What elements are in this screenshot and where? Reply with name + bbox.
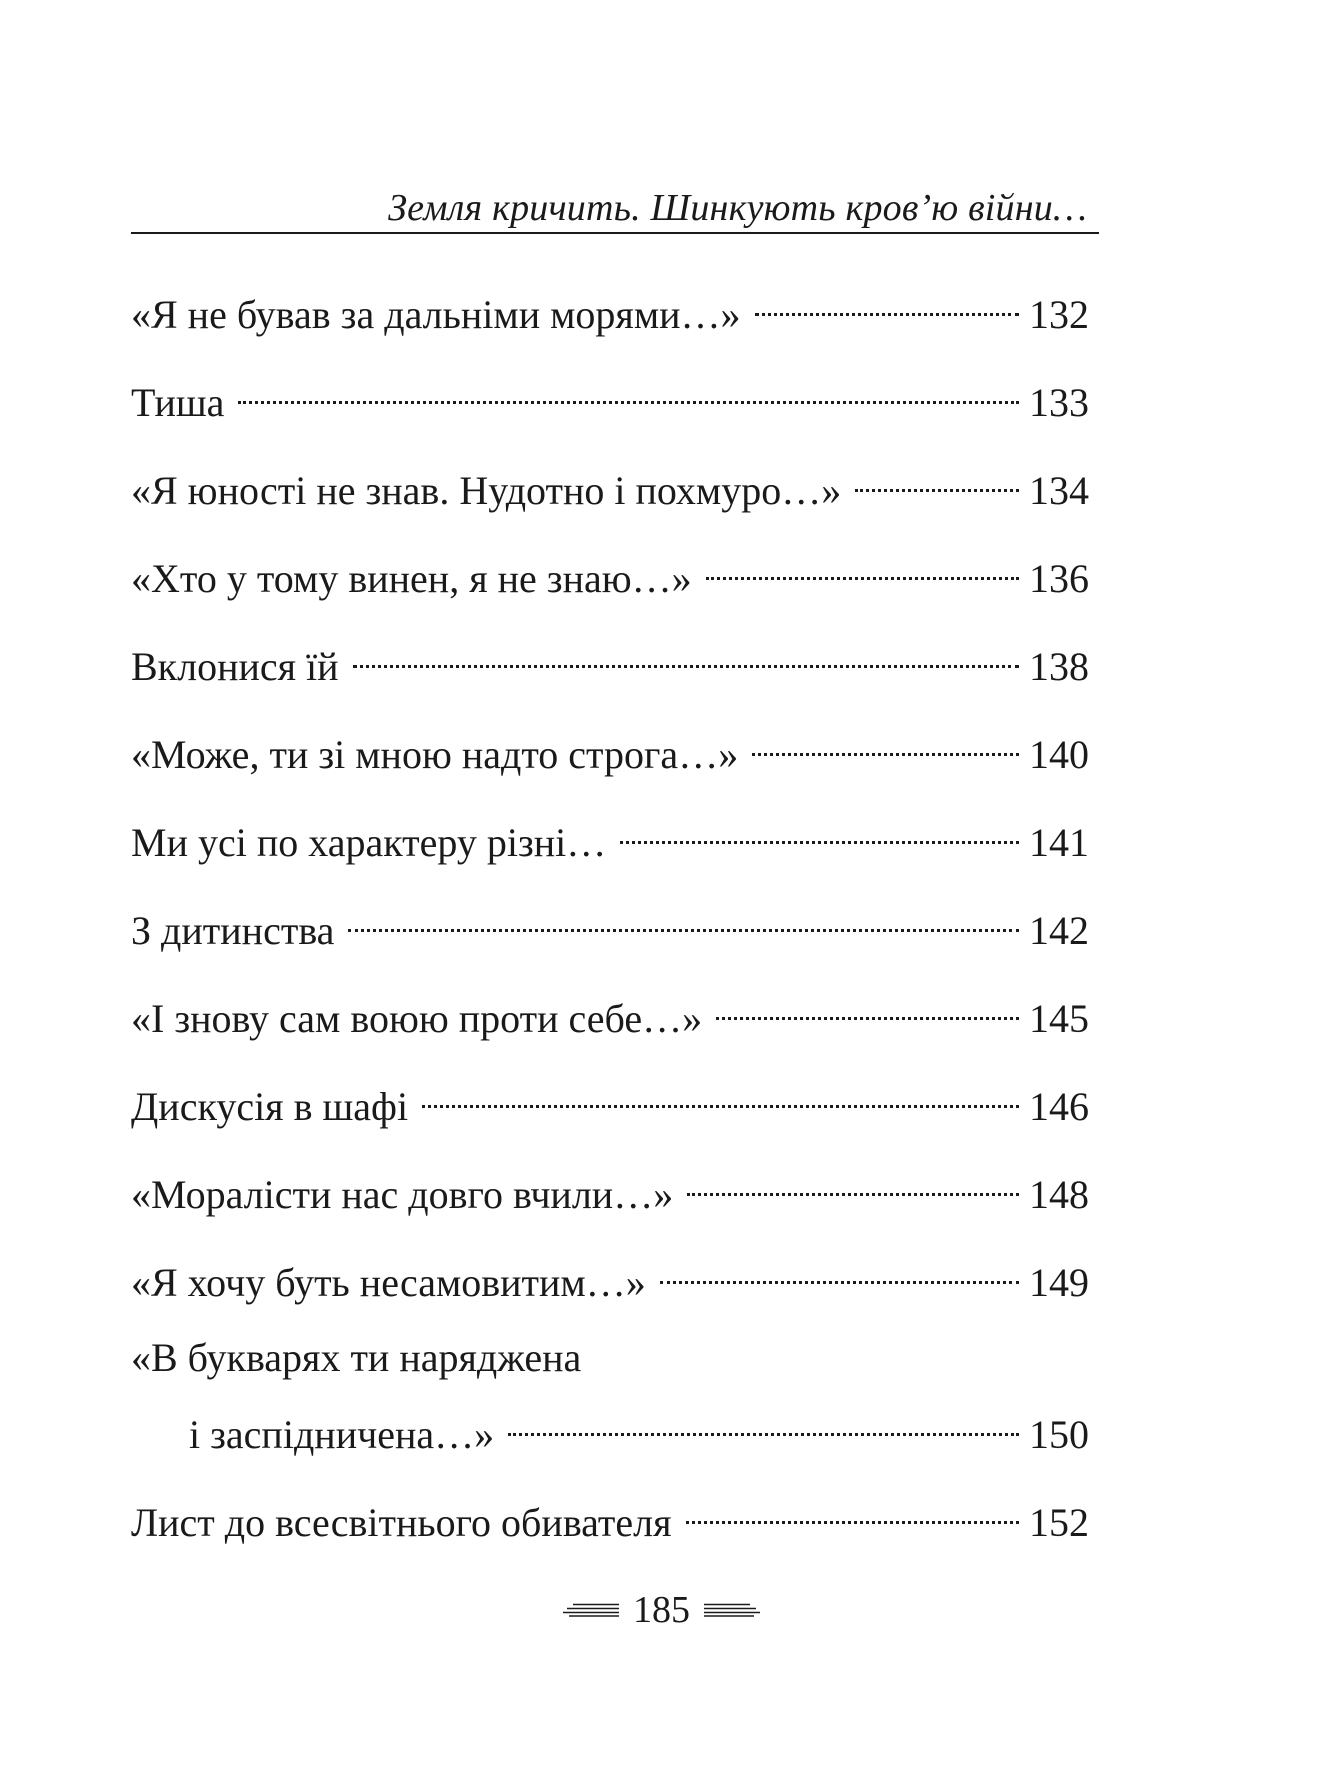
toc-entry-page: 136 bbox=[1029, 556, 1089, 601]
toc-entry-title-line2: і заспідничена…» bbox=[189, 1412, 495, 1457]
toc-entry bbox=[131, 892, 1089, 953]
dot-leader bbox=[353, 628, 1025, 680]
toc-entry-title: «Може, ти зі мною надто строга…» bbox=[131, 732, 739, 777]
dot-leader bbox=[752, 716, 1025, 768]
toc-entry-page: 138 bbox=[1029, 644, 1089, 689]
dot-leader bbox=[706, 540, 1025, 592]
right-rule-ornament-icon bbox=[704, 1603, 760, 1617]
dot-leader bbox=[755, 276, 1025, 328]
toc-entry-page: 142 bbox=[1029, 908, 1089, 953]
toc-entry bbox=[131, 716, 1089, 777]
dot-leader bbox=[687, 1156, 1025, 1208]
toc-entry-page: 150 bbox=[1029, 1412, 1089, 1457]
toc-entry-title: «Моралісти нас довго вчили…» bbox=[131, 1172, 674, 1217]
toc-entry-page: 140 bbox=[1029, 732, 1089, 777]
toc-entry bbox=[131, 1244, 1089, 1305]
dot-leader bbox=[348, 892, 1025, 944]
toc-entry-page: 152 bbox=[1029, 1500, 1089, 1545]
table-of-contents bbox=[131, 276, 1089, 1572]
dot-leader bbox=[716, 980, 1025, 1032]
toc-entry-title: Вклонися їй bbox=[131, 644, 339, 689]
toc-entry-page: 133 bbox=[1029, 380, 1089, 425]
toc-entry bbox=[131, 1484, 1089, 1545]
dot-leader bbox=[620, 804, 1025, 856]
toc-entry-second-line bbox=[131, 1396, 1089, 1457]
dot-leader bbox=[508, 1396, 1025, 1448]
toc-entry bbox=[131, 980, 1089, 1041]
dot-leader bbox=[422, 1068, 1025, 1120]
toc-entry-page: 145 bbox=[1029, 996, 1089, 1041]
toc-entry bbox=[131, 1068, 1089, 1129]
toc-entry-title: Тиша bbox=[131, 380, 225, 425]
toc-entry-title: З дитинства bbox=[131, 908, 335, 953]
toc-entry-title: «І знову сам воюю проти себе…» bbox=[131, 996, 703, 1041]
toc-entry bbox=[131, 540, 1089, 601]
toc-entry-title: Ми усі по характеру різні… bbox=[131, 820, 607, 865]
toc-entry bbox=[131, 804, 1089, 865]
dot-leader bbox=[238, 364, 1025, 416]
toc-entry-page: 148 bbox=[1029, 1172, 1089, 1217]
toc-entry-title: «Хто у тому винен, я не знаю…» bbox=[131, 556, 692, 601]
toc-entry-page: 132 bbox=[1029, 292, 1089, 337]
toc-entry-multiline bbox=[131, 1332, 1089, 1457]
toc-entry bbox=[131, 628, 1089, 689]
page-footer bbox=[0, 1585, 1323, 1635]
toc-entry-title: «Я хочу буть несамовитим…» bbox=[131, 1260, 646, 1305]
toc-entry-title-line1: «В букварях ти наряджена bbox=[131, 1335, 582, 1380]
toc-entry-page: 134 bbox=[1029, 468, 1089, 513]
left-rule-ornament-icon bbox=[563, 1603, 619, 1617]
dot-leader bbox=[660, 1244, 1025, 1296]
toc-entry bbox=[131, 276, 1089, 337]
toc-entry-title: «Я юності не знав. Нудотно і похмуро…» bbox=[131, 468, 842, 513]
toc-entry-page: 149 bbox=[1029, 1260, 1089, 1305]
toc-entry-title: Лист до всесвітнього обивателя bbox=[131, 1500, 672, 1545]
dot-leader bbox=[855, 452, 1025, 504]
page-number: 185 bbox=[633, 1589, 690, 1631]
toc-entry-page: 141 bbox=[1029, 820, 1089, 865]
toc-entry-title: Дискусія в шафі bbox=[131, 1084, 409, 1129]
toc-entry-page: 146 bbox=[1029, 1084, 1089, 1129]
toc-entry bbox=[131, 364, 1089, 425]
dot-leader bbox=[686, 1484, 1026, 1536]
toc-entry-title: «Я не бував за дальніми морями…» bbox=[131, 292, 741, 337]
toc-entry bbox=[131, 452, 1089, 513]
running-head: Земля кричить. Шинкують кров’ю війни… bbox=[131, 182, 1099, 234]
toc-entry bbox=[131, 1156, 1089, 1217]
